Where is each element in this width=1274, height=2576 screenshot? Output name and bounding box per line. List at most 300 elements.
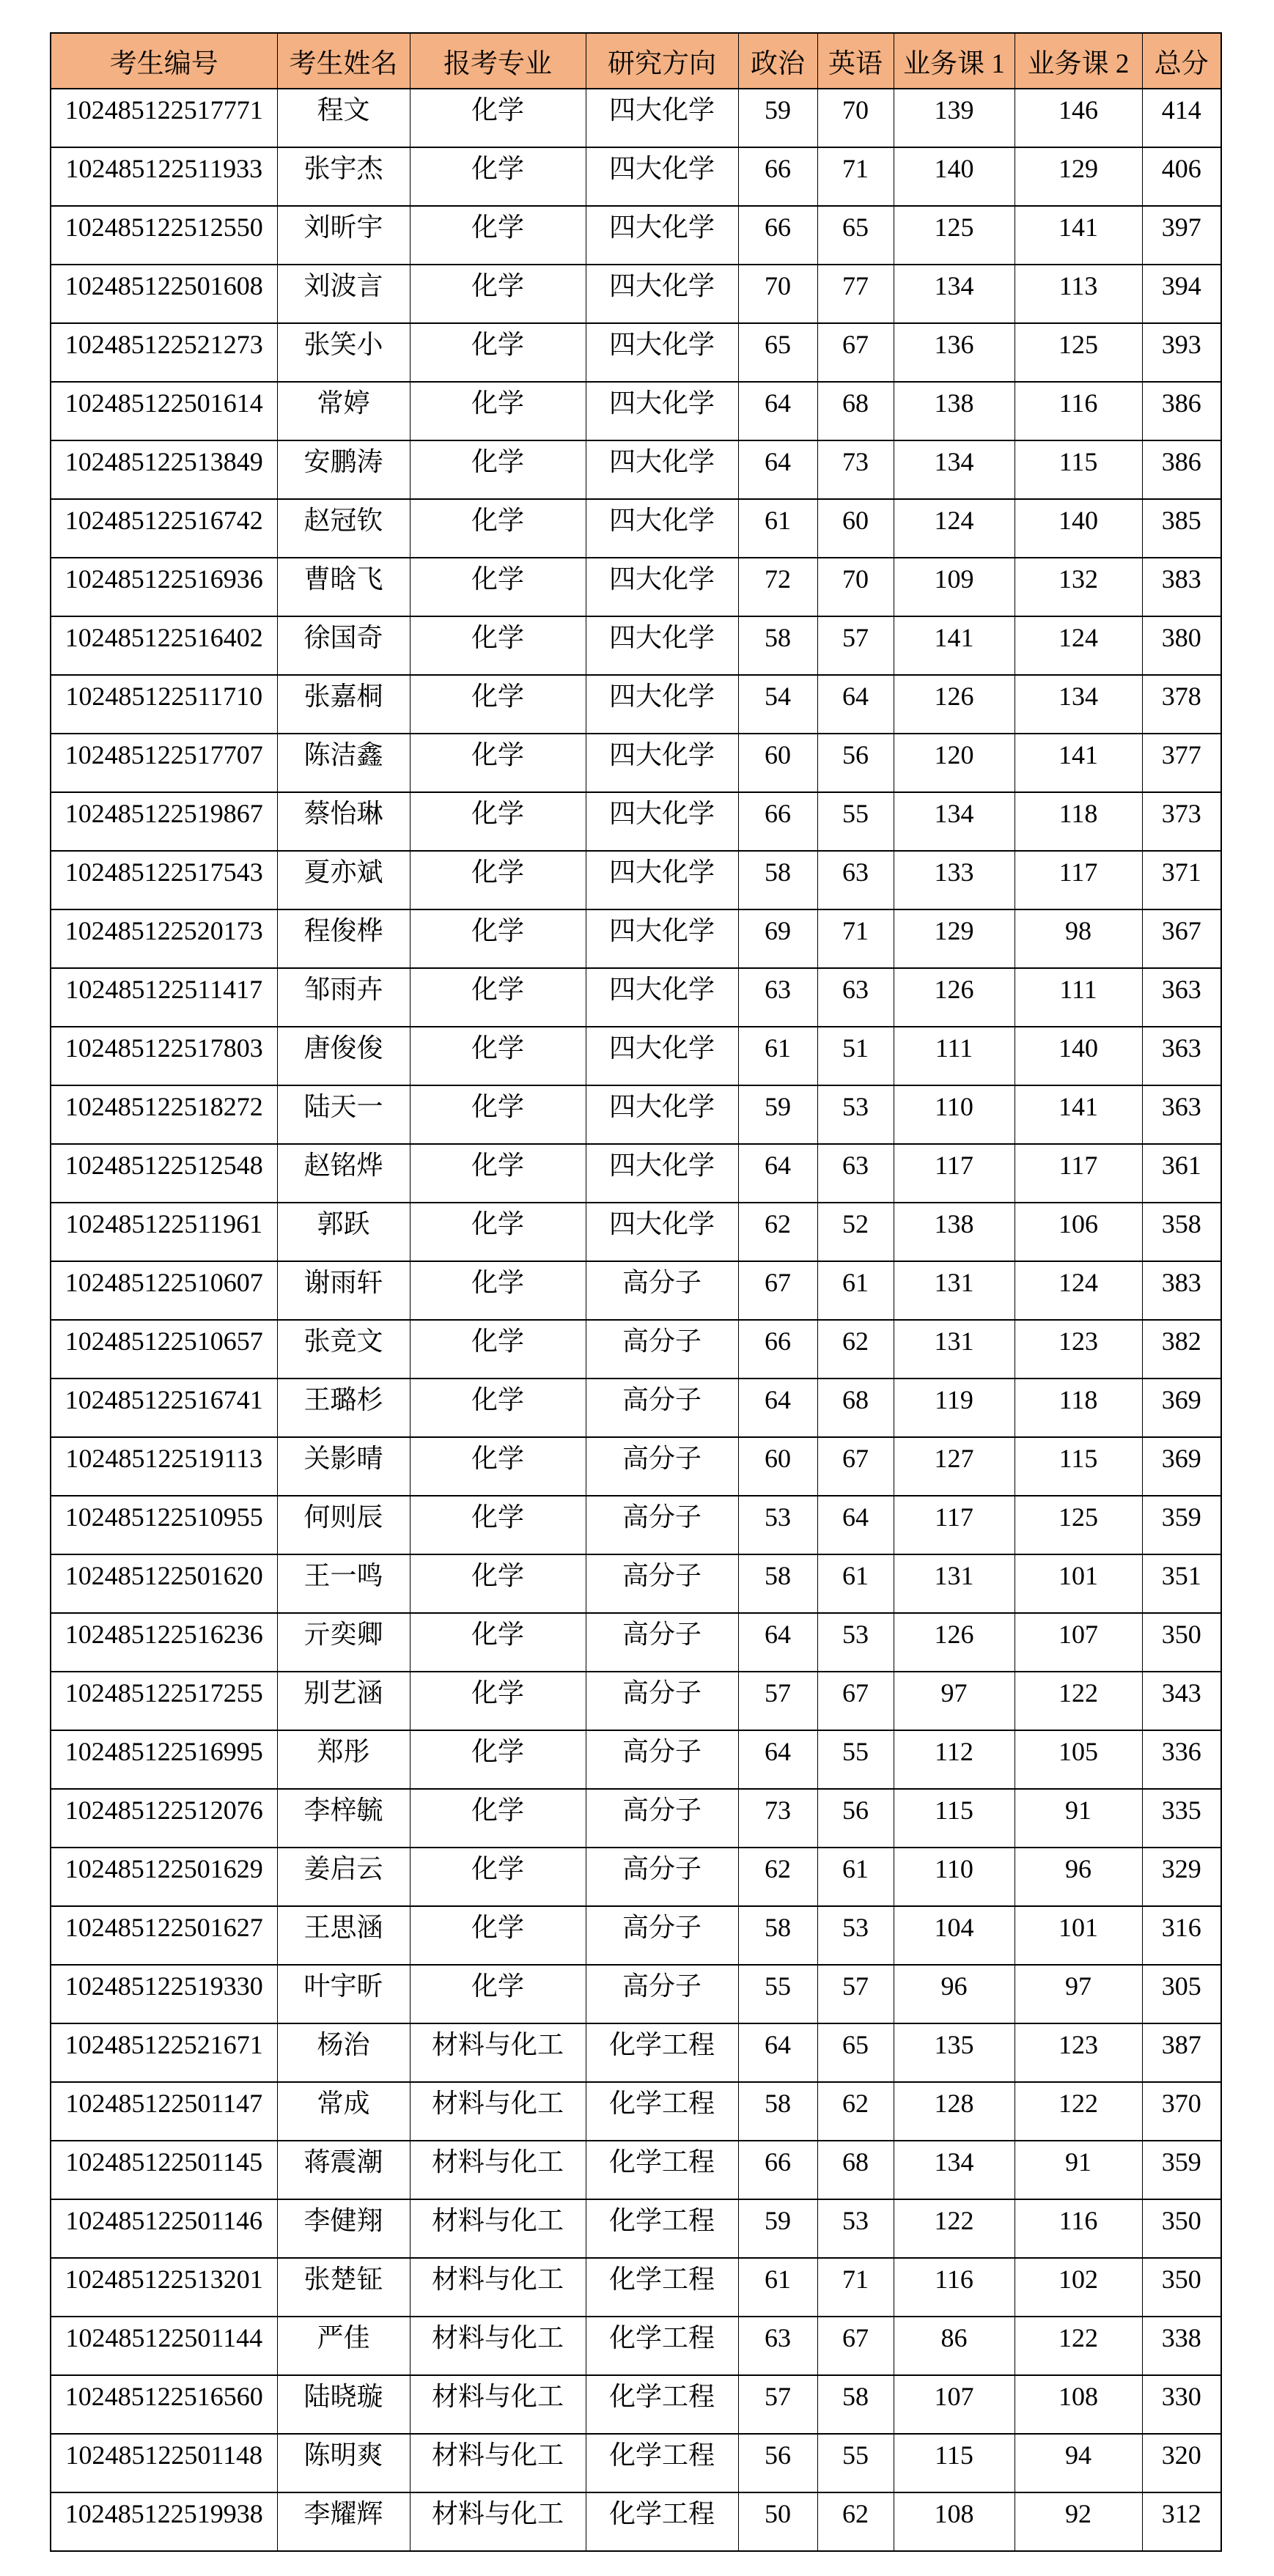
- cell-total-score: 312: [1142, 2492, 1221, 2551]
- cell-course1-score: 134: [894, 440, 1015, 499]
- cell-total-score: 383: [1142, 1261, 1221, 1320]
- cell-candidate-id: 102485122519867: [51, 792, 277, 851]
- cell-research-direction: 化学工程: [586, 2375, 738, 2434]
- cell-total-score: 371: [1142, 851, 1221, 909]
- cell-course2-score: 96: [1015, 1848, 1142, 1906]
- cell-total-score: 414: [1142, 89, 1221, 147]
- table-row: [51, 734, 1221, 792]
- cell-total-score: 359: [1142, 2141, 1221, 2199]
- cell-course2-score: 102: [1015, 2258, 1142, 2317]
- cell-candidate-id: 102485122510955: [51, 1496, 277, 1554]
- table-row: [51, 1672, 1221, 1730]
- cell-course1-score: 122: [894, 2199, 1015, 2258]
- cell-candidate-id: 102485122501627: [51, 1906, 277, 1965]
- cell-course2-score: 101: [1015, 1906, 1142, 1965]
- cell-research-direction: 四大化学: [586, 734, 738, 792]
- cell-english-score: 70: [817, 558, 894, 616]
- cell-total-score: 358: [1142, 1203, 1221, 1261]
- cell-english-score: 73: [817, 440, 894, 499]
- table-row: [51, 792, 1221, 851]
- cell-candidate-name: 杨治: [277, 2023, 410, 2082]
- cell-politics-score: 53: [738, 1496, 817, 1554]
- cell-candidate-id: 102485122511417: [51, 968, 277, 1027]
- cell-total-score: 387: [1142, 2023, 1221, 2082]
- table-row: [51, 2199, 1221, 2258]
- cell-english-score: 62: [817, 1320, 894, 1379]
- cell-course1-score: 138: [894, 1203, 1015, 1261]
- cell-course1-score: 107: [894, 2375, 1015, 2434]
- cell-total-score: 363: [1142, 968, 1221, 1027]
- cell-research-direction: 四大化学: [586, 499, 738, 558]
- cell-applied-major: 化学: [410, 1789, 586, 1848]
- cell-research-direction: 四大化学: [586, 265, 738, 323]
- cell-course2-score: 115: [1015, 440, 1142, 499]
- table-row: [51, 382, 1221, 440]
- cell-candidate-id: 102485122519938: [51, 2492, 277, 2551]
- cell-english-score: 51: [817, 1027, 894, 1085]
- cell-english-score: 58: [817, 2375, 894, 2434]
- cell-candidate-id: 102485122517803: [51, 1027, 277, 1085]
- cell-candidate-id: 102485122501608: [51, 265, 277, 323]
- cell-candidate-name: 曹晗飞: [277, 558, 410, 616]
- cell-politics-score: 67: [738, 1261, 817, 1320]
- cell-english-score: 53: [817, 2199, 894, 2258]
- cell-total-score: 386: [1142, 440, 1221, 499]
- cell-candidate-name: 刘昕宇: [277, 206, 410, 265]
- cell-research-direction: 四大化学: [586, 89, 738, 147]
- cell-course1-score: 97: [894, 1672, 1015, 1730]
- cell-candidate-id: 102485122513849: [51, 440, 277, 499]
- cell-candidate-name: 常婷: [277, 382, 410, 440]
- cell-applied-major: 化学: [410, 1437, 586, 1496]
- cell-course2-score: 122: [1015, 2317, 1142, 2375]
- cell-candidate-name: 夏亦斌: [277, 851, 410, 909]
- cell-politics-score: 62: [738, 1203, 817, 1261]
- table-row: [51, 1379, 1221, 1437]
- table-row: [51, 1906, 1221, 1965]
- cell-course1-score: 86: [894, 2317, 1015, 2375]
- cell-politics-score: 55: [738, 1965, 817, 2023]
- cell-course1-score: 110: [894, 1085, 1015, 1144]
- cell-candidate-name: 张楚钲: [277, 2258, 410, 2317]
- cell-applied-major: 化学: [410, 616, 586, 675]
- cell-course1-score: 131: [894, 1554, 1015, 1613]
- table-row: [51, 440, 1221, 499]
- header-course1-score: 业务课 1: [894, 33, 1015, 89]
- cell-english-score: 62: [817, 2082, 894, 2141]
- table-row: [51, 1965, 1221, 2023]
- cell-english-score: 53: [817, 1085, 894, 1144]
- cell-course2-score: 118: [1015, 792, 1142, 851]
- cell-applied-major: 化学: [410, 382, 586, 440]
- cell-politics-score: 64: [738, 382, 817, 440]
- cell-english-score: 71: [817, 909, 894, 968]
- cell-applied-major: 化学: [410, 1496, 586, 1554]
- table-row: [51, 323, 1221, 382]
- cell-candidate-id: 102485122501614: [51, 382, 277, 440]
- cell-english-score: 53: [817, 1906, 894, 1965]
- cell-research-direction: 高分子: [586, 1379, 738, 1437]
- cell-course1-score: 139: [894, 89, 1015, 147]
- cell-candidate-id: 102485122512550: [51, 206, 277, 265]
- cell-course2-score: 94: [1015, 2434, 1142, 2492]
- cell-applied-major: 化学: [410, 734, 586, 792]
- table-row: [51, 265, 1221, 323]
- cell-applied-major: 化学: [410, 1027, 586, 1085]
- cell-politics-score: 64: [738, 2023, 817, 2082]
- cell-politics-score: 64: [738, 1144, 817, 1203]
- cell-english-score: 67: [817, 323, 894, 382]
- cell-course2-score: 101: [1015, 1554, 1142, 1613]
- cell-course2-score: 123: [1015, 1320, 1142, 1379]
- cell-course1-score: 115: [894, 2434, 1015, 2492]
- cell-research-direction: 四大化学: [586, 675, 738, 734]
- cell-research-direction: 高分子: [586, 1789, 738, 1848]
- cell-politics-score: 64: [738, 1379, 817, 1437]
- cell-candidate-name: 陆天一: [277, 1085, 410, 1144]
- cell-candidate-name: 赵冠钦: [277, 499, 410, 558]
- table-row: [51, 2082, 1221, 2141]
- table-row: [51, 206, 1221, 265]
- cell-candidate-name: 邹雨卉: [277, 968, 410, 1027]
- cell-candidate-id: 102485122501145: [51, 2141, 277, 2199]
- table-row: [51, 2434, 1221, 2492]
- table-row: [51, 1554, 1221, 1613]
- table-row: [51, 1085, 1221, 1144]
- cell-politics-score: 66: [738, 792, 817, 851]
- cell-candidate-id: 102485122501148: [51, 2434, 277, 2492]
- cell-course2-score: 107: [1015, 1613, 1142, 1672]
- cell-course2-score: 117: [1015, 851, 1142, 909]
- cell-english-score: 61: [817, 1554, 894, 1613]
- cell-course1-score: 111: [894, 1027, 1015, 1085]
- cell-candidate-name: 安鹏涛: [277, 440, 410, 499]
- cell-research-direction: 四大化学: [586, 1203, 738, 1261]
- cell-total-score: 316: [1142, 1906, 1221, 1965]
- cell-course1-score: 116: [894, 2258, 1015, 2317]
- cell-candidate-id: 102485122501629: [51, 1848, 277, 1906]
- cell-research-direction: 化学工程: [586, 2258, 738, 2317]
- cell-applied-major: 材料与化工: [410, 2317, 586, 2375]
- cell-course2-score: 141: [1015, 1085, 1142, 1144]
- table-header: [51, 33, 1221, 89]
- table-row: [51, 1144, 1221, 1203]
- cell-candidate-id: 102485122510607: [51, 1261, 277, 1320]
- cell-course1-score: 128: [894, 2082, 1015, 2141]
- cell-course2-score: 124: [1015, 1261, 1142, 1320]
- cell-candidate-id: 102485122520173: [51, 909, 277, 968]
- cell-candidate-name: 张笑小: [277, 323, 410, 382]
- cell-course2-score: 140: [1015, 499, 1142, 558]
- cell-course2-score: 122: [1015, 2082, 1142, 2141]
- cell-politics-score: 57: [738, 1672, 817, 1730]
- cell-research-direction: 高分子: [586, 1554, 738, 1613]
- cell-total-score: 367: [1142, 909, 1221, 968]
- cell-research-direction: 化学工程: [586, 2023, 738, 2082]
- cell-politics-score: 66: [738, 1320, 817, 1379]
- cell-applied-major: 材料与化工: [410, 2258, 586, 2317]
- cell-applied-major: 材料与化工: [410, 2141, 586, 2199]
- table-row: [51, 2258, 1221, 2317]
- cell-politics-score: 59: [738, 1085, 817, 1144]
- cell-candidate-name: 陈明爽: [277, 2434, 410, 2492]
- cell-total-score: 380: [1142, 616, 1221, 675]
- cell-course1-score: 134: [894, 265, 1015, 323]
- header-research-direction: 研究方向: [586, 33, 738, 89]
- cell-research-direction: 高分子: [586, 1965, 738, 2023]
- cell-applied-major: 化学: [410, 1848, 586, 1906]
- cell-course2-score: 124: [1015, 616, 1142, 675]
- cell-course2-score: 116: [1015, 2199, 1142, 2258]
- cell-candidate-id: 102485122516936: [51, 558, 277, 616]
- cell-research-direction: 四大化学: [586, 558, 738, 616]
- cell-research-direction: 化学工程: [586, 2434, 738, 2492]
- header-course2-score: 业务课 2: [1015, 33, 1142, 89]
- cell-total-score: 361: [1142, 1144, 1221, 1203]
- table-row: [51, 1027, 1221, 1085]
- cell-english-score: 71: [817, 2258, 894, 2317]
- table-row: [51, 1320, 1221, 1379]
- cell-total-score: 359: [1142, 1496, 1221, 1554]
- cell-research-direction: 四大化学: [586, 792, 738, 851]
- cell-politics-score: 59: [738, 89, 817, 147]
- cell-politics-score: 58: [738, 1554, 817, 1613]
- table-row: [51, 851, 1221, 909]
- cell-politics-score: 58: [738, 851, 817, 909]
- table-row: [51, 675, 1221, 734]
- cell-candidate-name: 李耀辉: [277, 2492, 410, 2551]
- cell-candidate-name: 刘波言: [277, 265, 410, 323]
- cell-research-direction: 四大化学: [586, 1144, 738, 1203]
- cell-total-score: 350: [1142, 1613, 1221, 1672]
- cell-research-direction: 高分子: [586, 1261, 738, 1320]
- cell-politics-score: 56: [738, 2434, 817, 2492]
- table-row: [51, 1789, 1221, 1848]
- cell-politics-score: 60: [738, 1437, 817, 1496]
- cell-candidate-name: 王思涵: [277, 1906, 410, 1965]
- table-row: [51, 89, 1221, 147]
- cell-politics-score: 66: [738, 2141, 817, 2199]
- cell-candidate-id: 102485122512548: [51, 1144, 277, 1203]
- cell-total-score: 378: [1142, 675, 1221, 734]
- cell-politics-score: 70: [738, 265, 817, 323]
- cell-research-direction: 四大化学: [586, 382, 738, 440]
- cell-candidate-id: 102485122511961: [51, 1203, 277, 1261]
- cell-english-score: 68: [817, 1379, 894, 1437]
- cell-candidate-name: 李梓毓: [277, 1789, 410, 1848]
- cell-applied-major: 化学: [410, 1965, 586, 2023]
- cell-politics-score: 61: [738, 1027, 817, 1085]
- cell-politics-score: 63: [738, 968, 817, 1027]
- cell-applied-major: 化学: [410, 1906, 586, 1965]
- cell-course1-score: 120: [894, 734, 1015, 792]
- cell-total-score: 377: [1142, 734, 1221, 792]
- cell-candidate-name: 何则辰: [277, 1496, 410, 1554]
- table-row: [51, 147, 1221, 206]
- cell-candidate-name: 徐国奇: [277, 616, 410, 675]
- cell-english-score: 57: [817, 1965, 894, 2023]
- cell-course1-score: 126: [894, 675, 1015, 734]
- cell-course1-score: 104: [894, 1906, 1015, 1965]
- cell-research-direction: 四大化学: [586, 968, 738, 1027]
- cell-course1-score: 124: [894, 499, 1015, 558]
- cell-politics-score: 60: [738, 734, 817, 792]
- cell-course2-score: 98: [1015, 909, 1142, 968]
- cell-candidate-name: 蒋震潮: [277, 2141, 410, 2199]
- cell-candidate-name: 唐俊俊: [277, 1027, 410, 1085]
- cell-total-score: 350: [1142, 2258, 1221, 2317]
- cell-course1-score: 136: [894, 323, 1015, 382]
- cell-course2-score: 116: [1015, 382, 1142, 440]
- table-row: [51, 558, 1221, 616]
- cell-total-score: 363: [1142, 1027, 1221, 1085]
- cell-applied-major: 化学: [410, 909, 586, 968]
- cell-candidate-id: 102485122516560: [51, 2375, 277, 2434]
- header-row: [51, 33, 1221, 89]
- cell-english-score: 67: [817, 1672, 894, 1730]
- table-row: [51, 1261, 1221, 1320]
- cell-course1-score: 112: [894, 1730, 1015, 1789]
- cell-total-score: 382: [1142, 1320, 1221, 1379]
- cell-candidate-name: 张嘉桐: [277, 675, 410, 734]
- cell-candidate-id: 102485122521671: [51, 2023, 277, 2082]
- cell-research-direction: 四大化学: [586, 147, 738, 206]
- header-applied-major: 报考专业: [410, 33, 586, 89]
- cell-course1-score: 127: [894, 1437, 1015, 1496]
- cell-politics-score: 64: [738, 1730, 817, 1789]
- cell-research-direction: 高分子: [586, 1848, 738, 1906]
- cell-applied-major: 化学: [410, 265, 586, 323]
- cell-course2-score: 122: [1015, 1672, 1142, 1730]
- cell-research-direction: 高分子: [586, 1672, 738, 1730]
- cell-candidate-id: 102485122521273: [51, 323, 277, 382]
- cell-course1-score: 141: [894, 616, 1015, 675]
- cell-course1-score: 117: [894, 1496, 1015, 1554]
- cell-course1-score: 135: [894, 2023, 1015, 2082]
- cell-research-direction: 化学工程: [586, 2199, 738, 2258]
- cell-english-score: 71: [817, 147, 894, 206]
- cell-candidate-name: 程俊桦: [277, 909, 410, 968]
- cell-research-direction: 四大化学: [586, 1085, 738, 1144]
- cell-candidate-name: 王璐杉: [277, 1379, 410, 1437]
- table-row: [51, 1848, 1221, 1906]
- cell-applied-major: 化学: [410, 851, 586, 909]
- cell-total-score: 351: [1142, 1554, 1221, 1613]
- cell-course1-score: 108: [894, 2492, 1015, 2551]
- cell-applied-major: 化学: [410, 323, 586, 382]
- cell-politics-score: 58: [738, 616, 817, 675]
- cell-politics-score: 50: [738, 2492, 817, 2551]
- cell-candidate-name: 亓奕卿: [277, 1613, 410, 1672]
- cell-applied-major: 化学: [410, 1613, 586, 1672]
- cell-course1-score: 131: [894, 1261, 1015, 1320]
- table-row: [51, 2141, 1221, 2199]
- cell-total-score: 336: [1142, 1730, 1221, 1789]
- table-row: [51, 616, 1221, 675]
- cell-course2-score: 125: [1015, 323, 1142, 382]
- cell-english-score: 52: [817, 1203, 894, 1261]
- cell-politics-score: 62: [738, 1848, 817, 1906]
- cell-candidate-name: 程文: [277, 89, 410, 147]
- cell-research-direction: 高分子: [586, 1437, 738, 1496]
- cell-english-score: 63: [817, 1144, 894, 1203]
- cell-politics-score: 59: [738, 2199, 817, 2258]
- cell-course2-score: 146: [1015, 89, 1142, 147]
- cell-course2-score: 118: [1015, 1379, 1142, 1437]
- table-row: [51, 1437, 1221, 1496]
- cell-course2-score: 123: [1015, 2023, 1142, 2082]
- table-row: [51, 909, 1221, 968]
- cell-politics-score: 64: [738, 1613, 817, 1672]
- cell-english-score: 65: [817, 2023, 894, 2082]
- cell-total-score: 394: [1142, 265, 1221, 323]
- cell-applied-major: 化学: [410, 1320, 586, 1379]
- cell-course1-score: 138: [894, 382, 1015, 440]
- cell-course2-score: 111: [1015, 968, 1142, 1027]
- cell-english-score: 53: [817, 1613, 894, 1672]
- header-politics-score: 政治: [738, 33, 817, 89]
- cell-candidate-id: 102485122511933: [51, 147, 277, 206]
- cell-research-direction: 四大化学: [586, 206, 738, 265]
- cell-candidate-id: 102485122516995: [51, 1730, 277, 1789]
- cell-course1-score: 126: [894, 1613, 1015, 1672]
- cell-candidate-name: 王一鸣: [277, 1554, 410, 1613]
- cell-candidate-id: 102485122501620: [51, 1554, 277, 1613]
- cell-applied-major: 材料与化工: [410, 2375, 586, 2434]
- cell-total-score: 369: [1142, 1437, 1221, 1496]
- table-body: [51, 89, 1221, 2551]
- cell-research-direction: 高分子: [586, 1613, 738, 1672]
- cell-course1-score: 129: [894, 909, 1015, 968]
- cell-applied-major: 化学: [410, 206, 586, 265]
- cell-total-score: 363: [1142, 1085, 1221, 1144]
- cell-politics-score: 73: [738, 1789, 817, 1848]
- cell-english-score: 56: [817, 1789, 894, 1848]
- cell-politics-score: 66: [738, 206, 817, 265]
- cell-candidate-id: 102485122516236: [51, 1613, 277, 1672]
- cell-research-direction: 化学工程: [586, 2141, 738, 2199]
- cell-course2-score: 125: [1015, 1496, 1142, 1554]
- cell-course1-score: 109: [894, 558, 1015, 616]
- table-row: [51, 1203, 1221, 1261]
- cell-course1-score: 119: [894, 1379, 1015, 1437]
- cell-course1-score: 117: [894, 1144, 1015, 1203]
- cell-research-direction: 高分子: [586, 1496, 738, 1554]
- cell-candidate-id: 102485122518272: [51, 1085, 277, 1144]
- cell-politics-score: 72: [738, 558, 817, 616]
- cell-course2-score: 141: [1015, 734, 1142, 792]
- cell-english-score: 63: [817, 851, 894, 909]
- cell-total-score: 335: [1142, 1789, 1221, 1848]
- cell-course2-score: 140: [1015, 1027, 1142, 1085]
- cell-candidate-id: 102485122516402: [51, 616, 277, 675]
- cell-candidate-name: 谢雨轩: [277, 1261, 410, 1320]
- cell-course1-score: 131: [894, 1320, 1015, 1379]
- cell-candidate-id: 102485122517255: [51, 1672, 277, 1730]
- cell-candidate-id: 102485122501144: [51, 2317, 277, 2375]
- cell-total-score: 338: [1142, 2317, 1221, 2375]
- cell-candidate-id: 102485122501146: [51, 2199, 277, 2258]
- cell-applied-major: 化学: [410, 147, 586, 206]
- cell-applied-major: 化学: [410, 1554, 586, 1613]
- cell-politics-score: 61: [738, 499, 817, 558]
- cell-candidate-id: 102485122513201: [51, 2258, 277, 2317]
- cell-english-score: 60: [817, 499, 894, 558]
- cell-candidate-name: 严佳: [277, 2317, 410, 2375]
- cell-candidate-id: 102485122510657: [51, 1320, 277, 1379]
- cell-course2-score: 115: [1015, 1437, 1142, 1496]
- cell-total-score: 370: [1142, 2082, 1221, 2141]
